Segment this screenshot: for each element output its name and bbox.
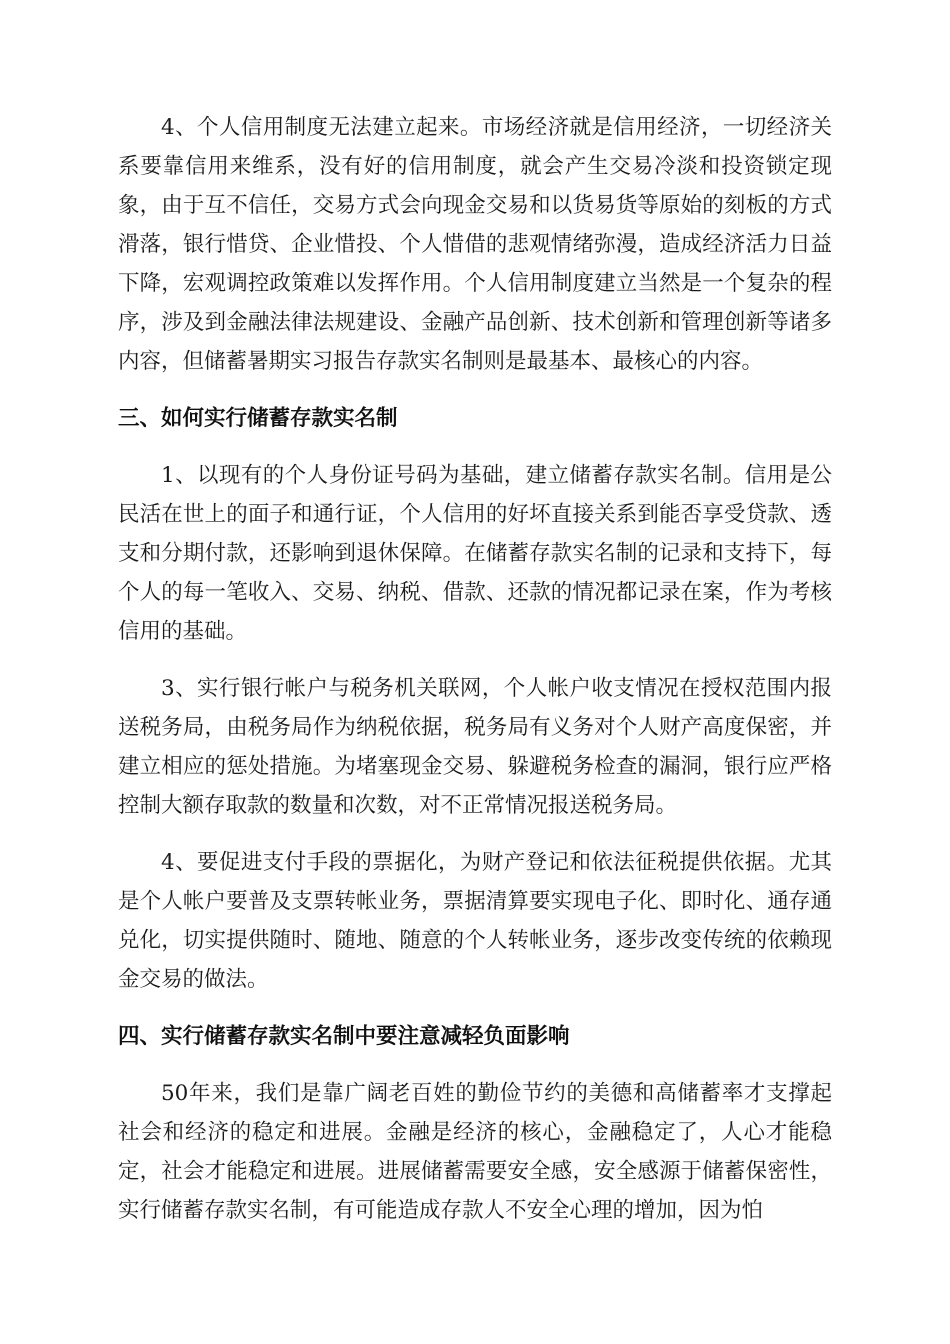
paragraph-negative-impact: 50年来，我们是靠广阔老百姓的勤俭节约的美德和高储蓄率才支撑起社会和经济的稳定和进展。金融是经济的核心，金融稳定了，人心才能稳定，社会才能稳定和进展。进展储蓄需要安全感，安全感源于储蓄保密性，实行储蓄存款实名制，有可能造成存款人不安全心理的增加，因为怕 xyxy=(118,1081,832,1223)
document-body xyxy=(118,108,832,1248)
paragraph-id-number: 1、以现有的个人身份证号码为基础，建立储蓄存款实名制。信用是公民活在世上的面子和通行证，个人信用的好坏直接关系到能否享受贷款、透支和分期付款，还影响到退休保障。在储蓄存款实名制的记录和支持下，每个人的每一笔收入、交易、纳税、借款、还款的情况都记录在案，作为考核信用的基础。 xyxy=(118,463,832,644)
paragraph-tax-network: 3、实行银行帐户与税务机关联网，个人帐户收支情况在授权范围内报送税务局，由税务局作为纳税依据，税务局有义务对个人财产高度保密，并建立相应的惩处措施。为堵塞现金交易、躲避税务检查的漏洞，银行应严格控制大额存取款的数量和次数，对不正常情况报送税务局。 xyxy=(118,676,832,818)
paragraph-personal-credit: 4、个人信用制度无法建立起来。市场经济就是信用经济，一切经济关系要靠信用来维系，没有好的信用制度，就会产生交易冷淡和投资锁定现象，由于互不信任，交易方式会向现金交易和以货易货等原始的刻板的方式滑落，银行惜贷、企业惜投、个人惜借的悲观情绪弥漫，造成经济活力日益下降，宏观调控政策难以发挥作用。个人信用制度建立当然是一个复杂的程序，涉及到金融法律法规建设、金融产品创新、技术创新和管理创新等诸多内容，但储蓄暑期实习报告存款实名制则是最基本、最核心的内容。 xyxy=(118,115,832,374)
paragraph-bill-payment: 4、要促进支付手段的票据化，为财产登记和依法征税提供依据。尤其是个人帐户要普及支票转帐业务，票据清算要实现电子化、即时化、通存通兑化，切实提供随时、随地、随意的个人转帐业务，逐步改变传统的依赖现金交易的做法。 xyxy=(118,850,832,992)
section-heading-4: 四、实行储蓄存款实名制中要注意减轻负面影响 xyxy=(118,1024,570,1049)
section-heading-3: 三、如何实行储蓄存款实名制 xyxy=(118,406,398,431)
